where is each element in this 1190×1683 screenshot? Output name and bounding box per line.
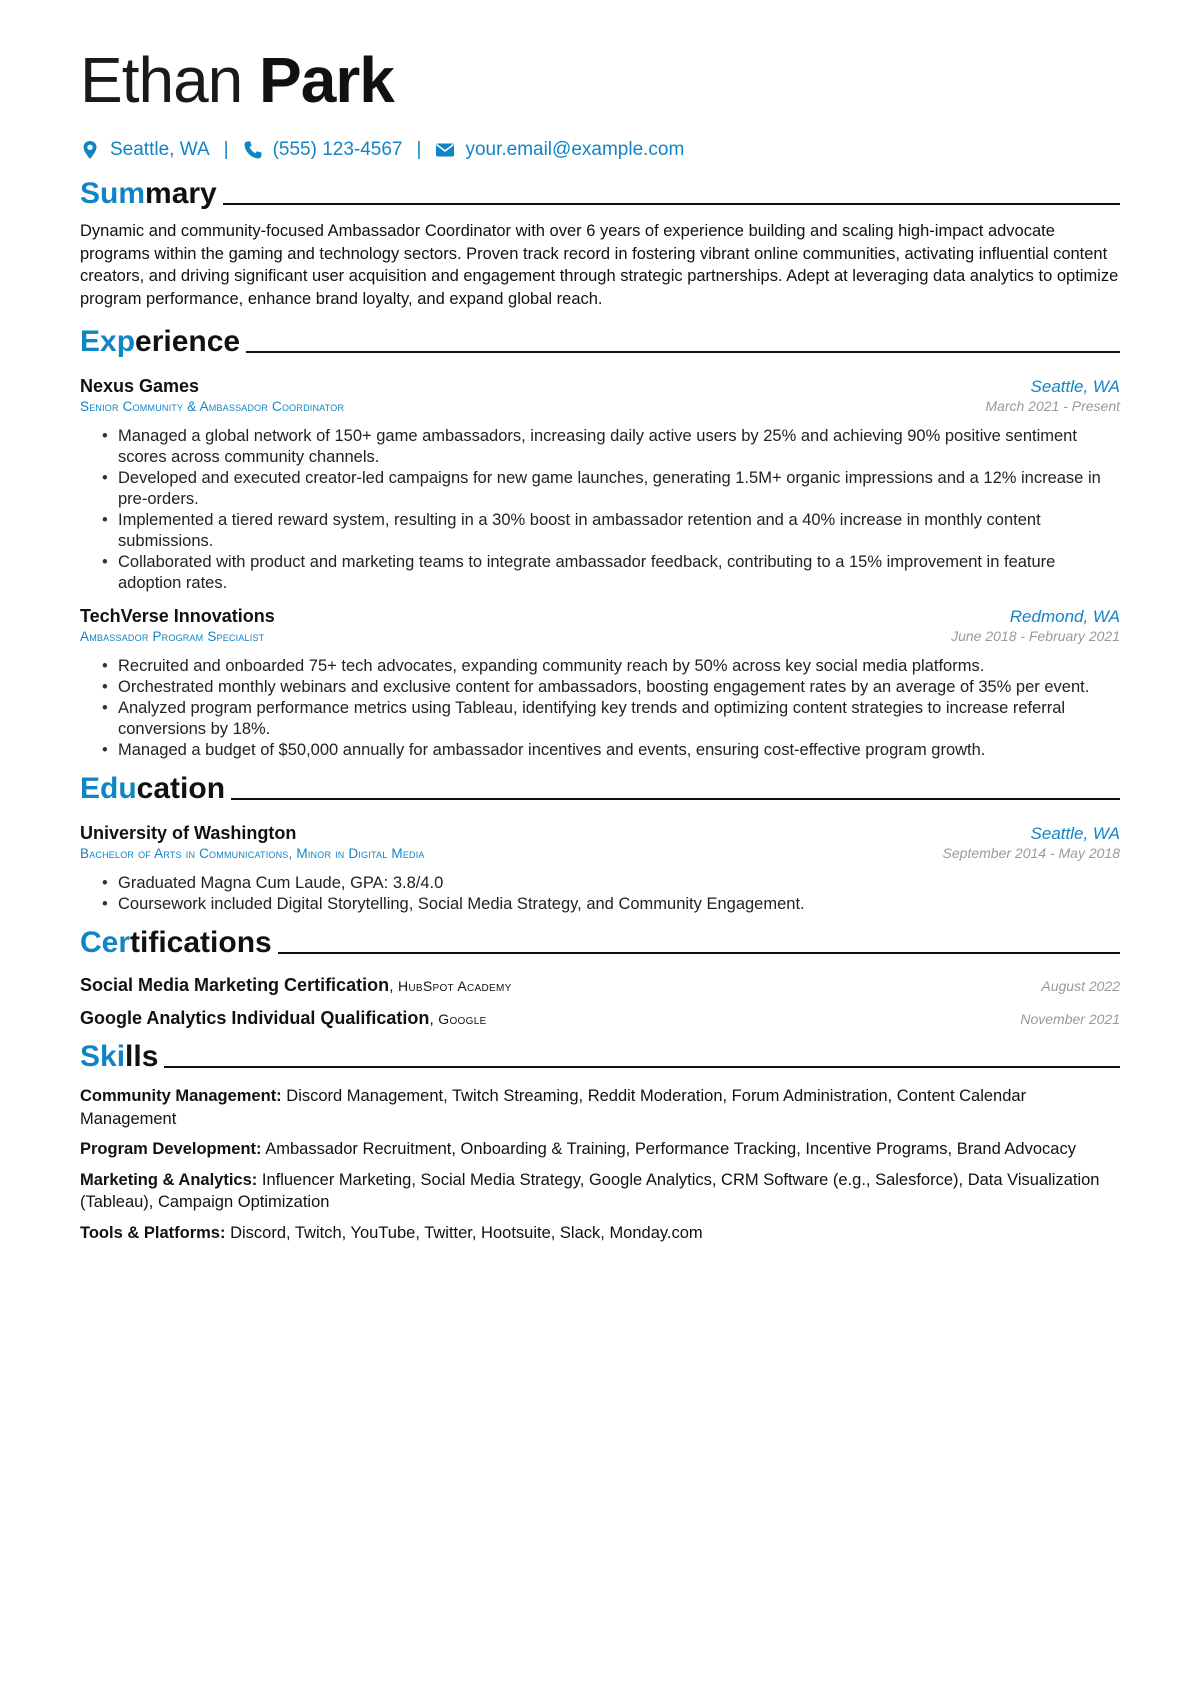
- certification-item: Google Analytics Individual Qualification, Google November 2021: [80, 1008, 1120, 1028]
- certification-name: Social Media Marketing Certification: [80, 975, 390, 995]
- contact-phone[interactable]: [243, 139, 403, 161]
- job-dates: June 2018 - February 2021: [951, 628, 1120, 644]
- job-location: Seattle, WA: [1030, 377, 1120, 396]
- section-rule: [278, 952, 1120, 954]
- skill-items: Influencer Marketing, Social Media Strategy, Google Analytics, CRM Software (e.g., Salesforce), Data Visualization (Tableau), Campaign Optimization: [80, 1170, 1100, 1211]
- certification-issuer: Google: [438, 1011, 487, 1027]
- list-item: • Recruited and onboarded 75+ tech advocates, expanding community reach by 50% across key social media platforms.: [104, 656, 1120, 677]
- education-dates: September 2014 - May 2018: [942, 845, 1120, 861]
- contact-location: [80, 139, 210, 161]
- skill-category: Marketing & Analytics:: [80, 1170, 258, 1189]
- last-name: Park: [259, 44, 394, 116]
- phone-text: (555) 123-4567: [272, 139, 403, 160]
- summary-text: Dynamic and community-focused Ambassador Coordinator with over 6 years of experience building and scaling high-impact advocate programs within the gaming and technology sectors. Proven track record in fostering vibrant online communities, activating influential content creators, and driving significant user acquisition and engagement through strategic partnerships. Adept at leveraging data analytics to optimize program performance, enhance brand loyalty, and expand global reach.: [80, 222, 1119, 308]
- section-title: Summary: [80, 177, 217, 210]
- certification-date: November 2021: [1020, 1011, 1120, 1027]
- contact-separator: |: [223, 139, 229, 160]
- skill-row: [80, 1222, 1120, 1245]
- list-item: • Coursework included Digital Storytelling, Social Media Strategy, and Community Engagement.: [104, 894, 1120, 915]
- list-item: • Analyzed program performance metrics using Tableau, identifying key trends and optimizing content strategies to increase referral conversions by 18%.: [104, 698, 1120, 740]
- list-item: • Graduated Magna Cum Laude, GPA: 3.8/4.0: [104, 873, 1120, 894]
- contact-email[interactable]: [435, 139, 684, 161]
- skills-heading: [80, 1039, 1120, 1075]
- section-rule: [231, 798, 1120, 800]
- experience-entry: [80, 376, 1120, 594]
- certification-name: Google Analytics Individual Qualification: [80, 1008, 430, 1028]
- school-name: University of Washington: [80, 823, 297, 843]
- list-item: • Implemented a tiered reward system, resulting in a 30% boost in ambassador retention and a 40% increase in monthly content submissions.: [104, 510, 1120, 552]
- skill-category: Program Development:: [80, 1140, 262, 1158]
- skill-category: Tools & Platforms:: [80, 1223, 226, 1242]
- section-title: Skills: [80, 1040, 159, 1073]
- contact-line: [80, 136, 1120, 164]
- skill-items: Ambassador Recruitment, Onboarding & Training, Performance Tracking, Incentive Programs, Brand Advocacy: [265, 1140, 1076, 1158]
- experience-entry: [80, 606, 1120, 761]
- list-item: • Developed and executed creator-led campaigns for new game launches, generating 1.5M+ organic impressions and a 12% increase in pre-orders.: [104, 468, 1120, 510]
- list-item: • Managed a global network of 150+ game ambassadors, increasing daily active users by 25% and achieving 90% positive sentiment scores across community channels.: [104, 426, 1120, 468]
- bullet-list: [80, 426, 1120, 594]
- school-location: Seattle, WA: [1030, 824, 1120, 843]
- certifications-heading: [80, 925, 1120, 961]
- section-title: Certifications: [80, 926, 272, 959]
- map-marker-icon: [80, 140, 100, 160]
- certification-item: Social Media Marketing Certification, HubSpot Academy August 2022: [80, 975, 1120, 995]
- skill-row: [80, 1169, 1120, 1214]
- envelope-icon: [435, 140, 455, 160]
- company-name: Nexus Games: [80, 376, 200, 396]
- bullet-list: [80, 656, 1120, 761]
- section-rule: [223, 203, 1120, 205]
- job-dates: March 2021 - Present: [985, 398, 1120, 414]
- skill-row: [80, 1085, 1120, 1130]
- skill-items: Discord, Twitch, YouTube, Twitter, Hootsuite, Slack, Monday.com: [230, 1223, 703, 1242]
- experience-heading: [80, 324, 1120, 360]
- location-text: Seattle, WA: [110, 139, 210, 160]
- list-item: • Managed a budget of $50,000 annually for ambassador incentives and events, ensuring cost-effective program growth.: [104, 740, 1120, 761]
- candidate-name: [80, 42, 1120, 118]
- summary-heading: [80, 176, 1120, 212]
- job-title: Senior Community & Ambassador Coordinator: [80, 399, 345, 414]
- list-item: • Collaborated with product and marketing teams to integrate ambassador feedback, contributing to a 15% improvement in feature adoption rates.: [104, 552, 1120, 594]
- education-entry: [80, 823, 1120, 915]
- list-item: • Orchestrated monthly webinars and exclusive content for ambassadors, boosting engagement rates by an average of 35% per event.: [104, 677, 1120, 698]
- job-title: Ambassador Program Specialist: [80, 629, 265, 644]
- skill-row: [80, 1138, 1120, 1161]
- skill-items: Discord Management, Twitch Streaming, Reddit Moderation, Forum Administration, Content Calendar Management: [80, 1087, 1027, 1128]
- section-title: Education: [80, 772, 226, 805]
- bullet-list: [80, 873, 1120, 915]
- company-name: TechVerse Innovations: [80, 606, 275, 626]
- certification-date: August 2022: [1041, 978, 1120, 994]
- phone-icon: [243, 140, 263, 160]
- degree: Bachelor of Arts in Communications, Minor in Digital Media: [80, 846, 425, 861]
- first-name: Ethan: [80, 44, 243, 116]
- certification-issuer: HubSpot Academy: [397, 978, 512, 994]
- section-rule: [246, 351, 1120, 353]
- skill-category: Community Management:: [80, 1087, 282, 1105]
- job-location: Redmond, WA: [1009, 607, 1120, 626]
- section-rule: [164, 1066, 1120, 1068]
- education-heading: [80, 771, 1120, 807]
- email-link: your.email@example.com: [465, 139, 685, 160]
- section-title: Experience: [80, 325, 241, 358]
- contact-separator: |: [416, 139, 422, 160]
